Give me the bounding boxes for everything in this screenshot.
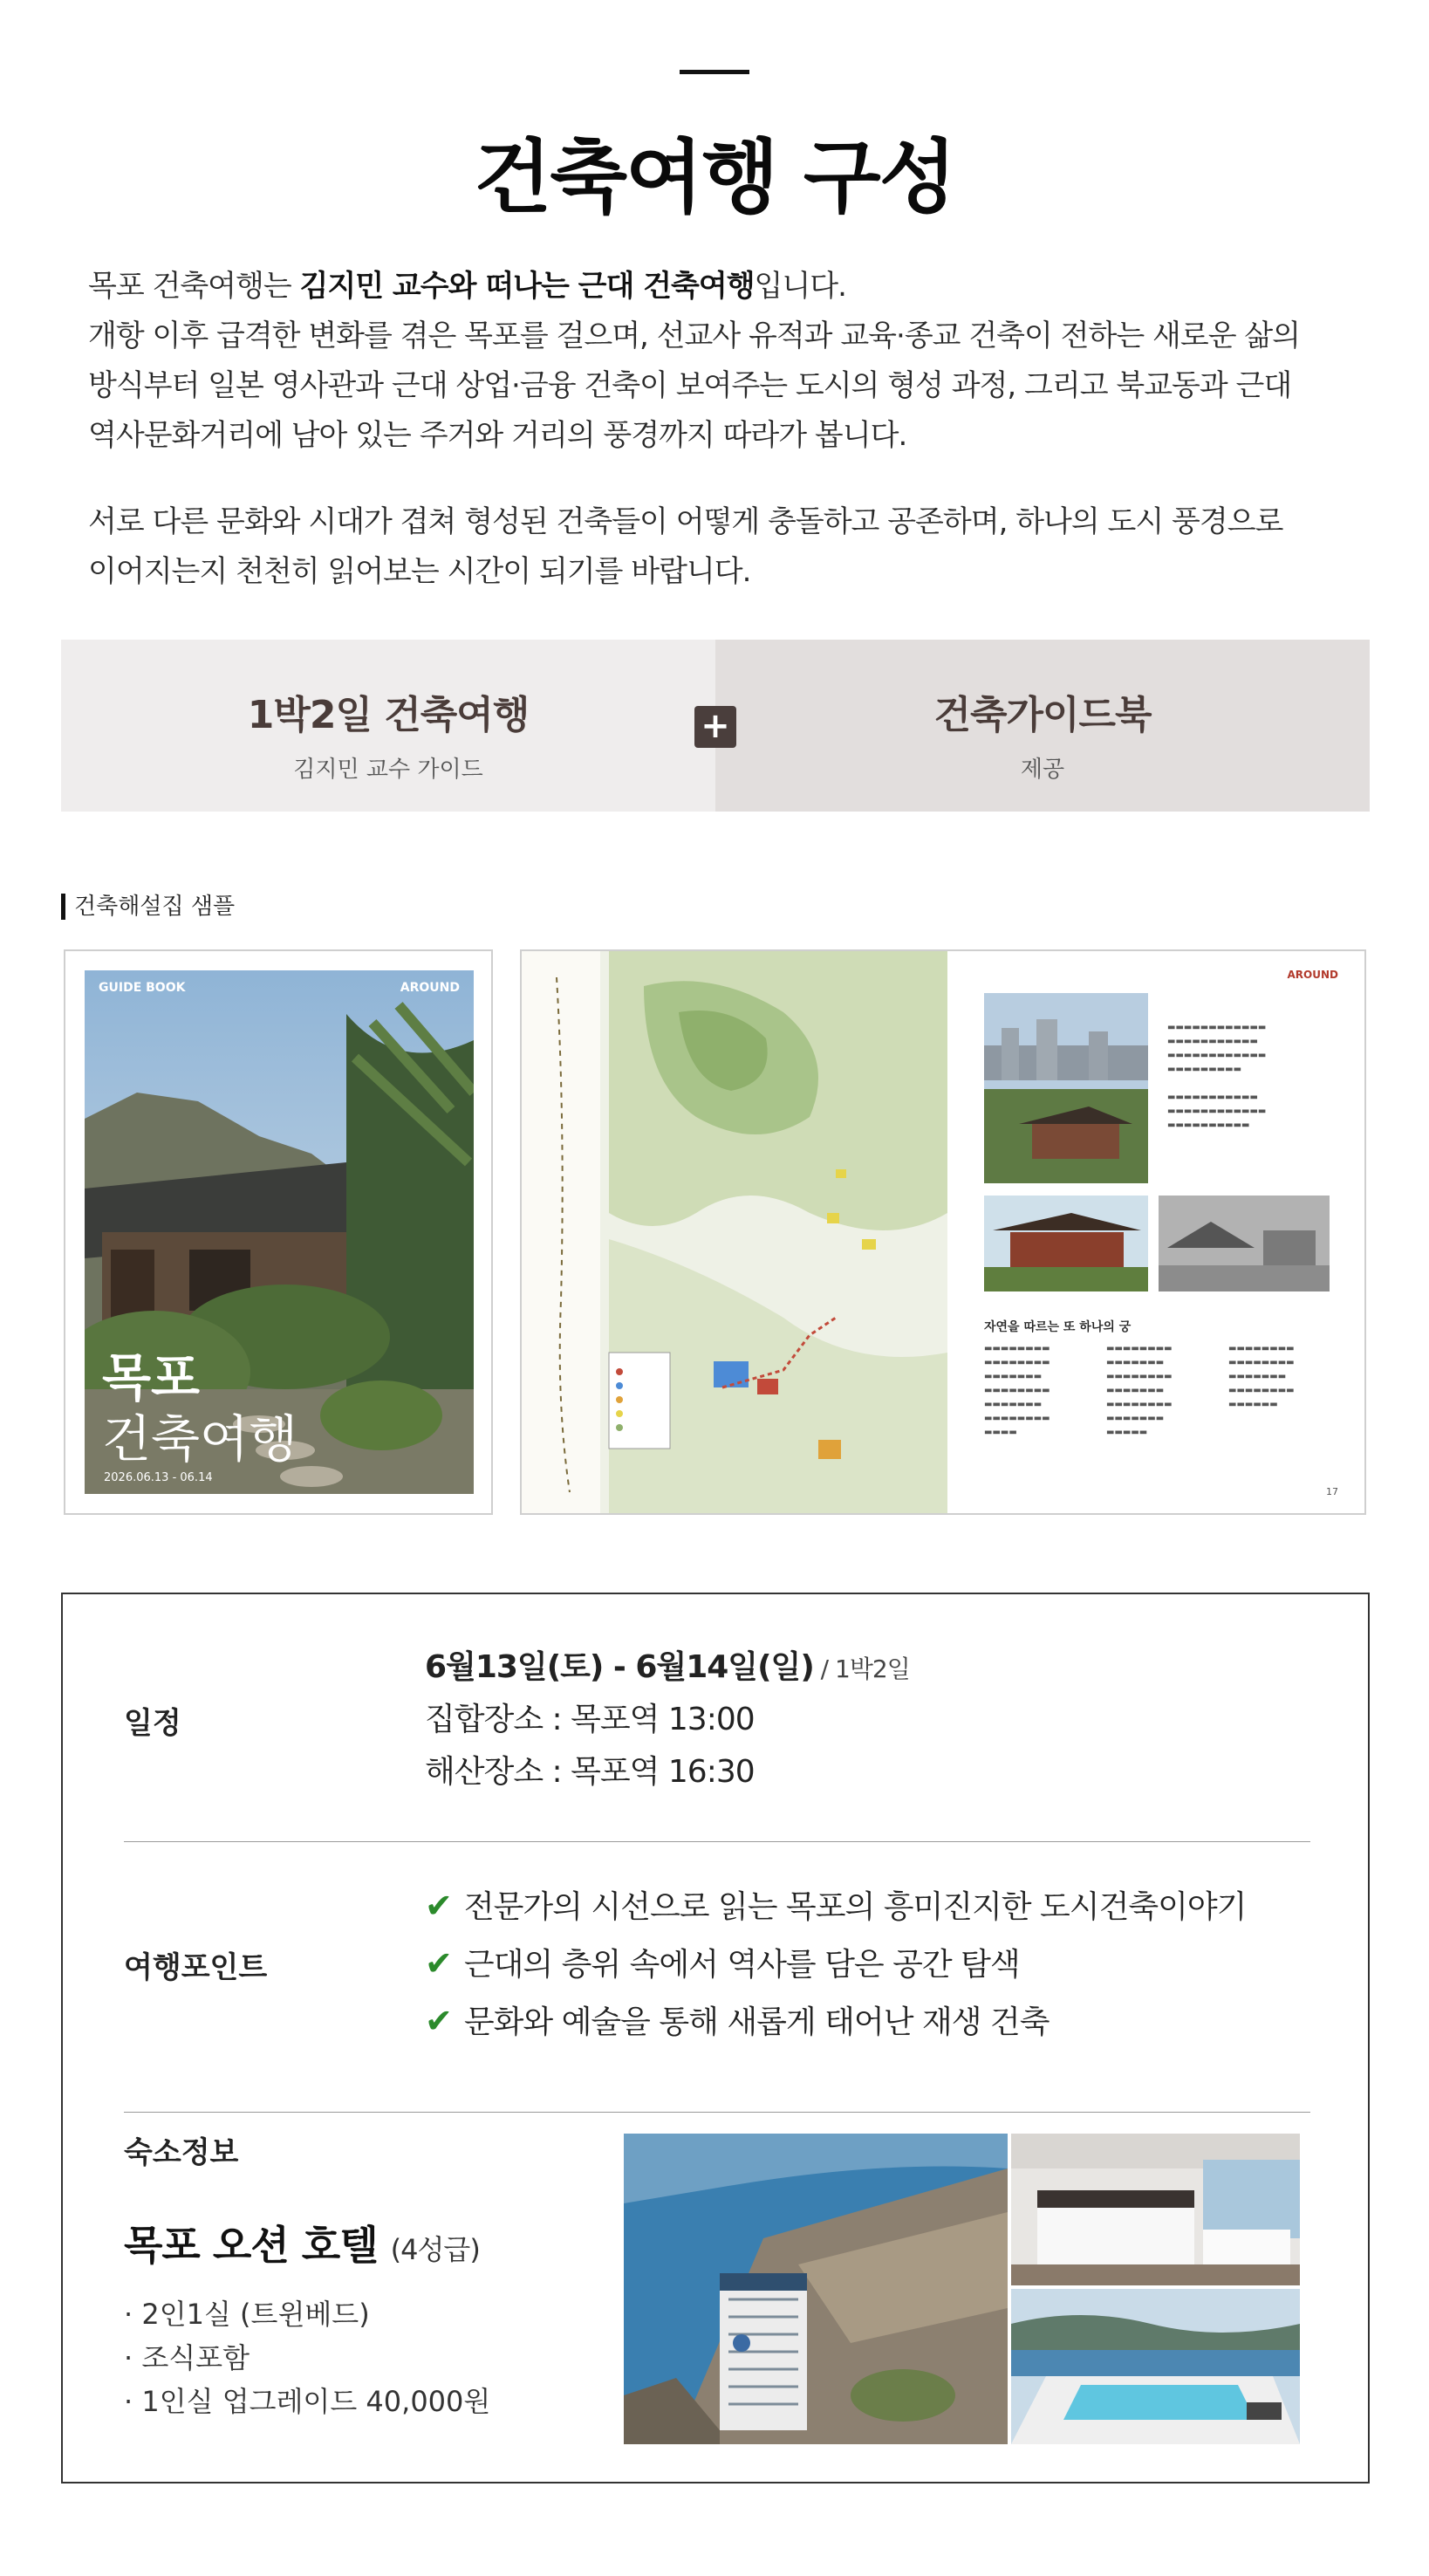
stay-item-3: · 1인실 업그레이드 40,000원 [124, 2385, 491, 2418]
cover-title-line-2: 건축여행 [102, 1409, 298, 1469]
trip-box [61, 640, 715, 812]
point-text-2: 근대의 층위 속에서 역사를 담은 공간 탐색 [463, 1947, 1020, 1983]
check-icon: ✔ [425, 1944, 452, 1983]
intro-paragraph-2 [88, 497, 1344, 597]
point-item-2 [425, 1940, 1020, 1984]
hotel-rooftop-pool-photo [1011, 2289, 1300, 2444]
plus-icon: + [694, 706, 736, 748]
meeting-place: 집합장소 : 목포역 13:00 [425, 1702, 755, 1737]
intro-p2-line-1: 서로 다른 문화와 시대가 겹쳐 형성된 건축들이 어떻게 충돌하고 공존하며, 하나의 도시 풍경으로 [88, 504, 1283, 539]
intro-line-3: 방식부터 일본 영사관과 근대 상업·금융 건축이 보여주는 도시의 형성 과정, 그리고 북교동과 근대 [88, 368, 1292, 403]
spread-page-number: 17 [1326, 1486, 1338, 1497]
spread-body-2: ▬▬▬▬▬▬▬▬ ▬▬▬▬▬▬▬▬ ▬▬▬▬▬▬▬ ▬▬▬▬▬▬▬▬ ▬▬▬▬▬▬▬ ▬▬▬▬▬▬▬▬ ▬▬▬▬ [984, 1344, 1050, 1437]
trip-subtitle: 김지민 교수 가이드 [293, 757, 483, 783]
intro-bold: 김지민 교수와 떠나는 근대 건축여행 [299, 269, 755, 304]
spread-body-1: ▬▬▬▬▬▬▬▬▬▬▬▬ ▬▬▬▬▬▬▬▬▬▬▬ ▬▬▬▬▬▬▬▬▬▬▬▬ ▬▬▬▬▬▬▬▬▬ ▬▬▬▬▬▬▬▬▬▬▬ ▬▬▬▬▬▬▬▬▬▬▬▬ ▬▬▬▬▬▬▬▬▬▬ [1167, 1023, 1267, 1130]
hotel-name [124, 2214, 480, 2271]
dismiss-place: 해산장소 : 목포역 16:30 [425, 1754, 755, 1790]
spread-body-3: ▬▬▬▬▬▬▬▬ ▬▬▬▬▬▬▬ ▬▬▬▬▬▬▬▬ ▬▬▬▬▬▬▬ ▬▬▬▬▬▬▬▬ ▬▬▬▬▬▬▬ ▬▬▬▬▬ [1106, 1344, 1173, 1437]
cover-date: 2026.06.13 - 06.14 [104, 1471, 213, 1484]
package-composition [61, 640, 1370, 812]
schedule-date: 6월13일(토) - 6월14일(일) [425, 1649, 814, 1685]
spread-photo-pavilion [984, 1196, 1148, 1291]
schedule-duration: / 1박2일 [813, 1655, 910, 1683]
intro-line-4: 역사문화거리에 남아 있는 주거와 거리의 풍경까지 따라가 봅니다. [88, 418, 907, 453]
spread-photo-historic [1159, 1196, 1330, 1291]
trip-title: 1박2일 건축여행 [247, 693, 530, 737]
divider-1 [124, 1841, 1310, 1842]
cover-title-line-1: 목포 [102, 1348, 201, 1408]
schedule-date-line [425, 1642, 910, 1687]
map-page [522, 951, 947, 1513]
intro-p2-line-2: 이어지는지 천천히 읽어보는 시간이 되기를 바랍니다. [88, 554, 751, 589]
hotel-grade: (4성급) [390, 2233, 480, 2266]
intro-text-b: 입니다. [754, 269, 846, 304]
divider-2 [124, 2112, 1310, 2113]
schedule-label: 일정 [124, 1706, 181, 1741]
text-page [949, 951, 1364, 1513]
stay-item-1: · 2인1실 (트윈베드) [124, 2298, 370, 2331]
stay-label: 숙소정보 [124, 2135, 239, 2170]
guidebook-spread-sample [520, 949, 1366, 1515]
hotel-name-text: 목포 오션 호텔 [124, 2222, 378, 2269]
hotel-aerial-photo [624, 2134, 1008, 2444]
stay-item-2: · 조식포함 [124, 2341, 250, 2374]
intro-paragraph-1 [88, 262, 1344, 461]
guidebook-cover-sample [64, 949, 493, 1515]
cover-text-layer [85, 970, 474, 1494]
guidebook-subtitle: 제공 [1020, 757, 1065, 783]
points-label: 여행포인트 [124, 1950, 268, 1985]
point-item-1 [425, 1882, 1246, 1927]
point-text-3: 문화와 예술을 통해 새롭게 태어난 재생 건축 [463, 2004, 1050, 2040]
page-title: 건축여행 구성 [474, 131, 955, 224]
spread-body-4: ▬▬▬▬▬▬▬▬ ▬▬▬▬▬▬▬▬ ▬▬▬▬▬▬▬ ▬▬▬▬▬▬▬▬ ▬▬▬▬▬▬ [1228, 1344, 1295, 1409]
guidebook-title: 건축가이드북 [933, 693, 1152, 737]
spread-brand-logo: AROUND [1287, 969, 1338, 981]
spread-photo-palace [984, 993, 1148, 1183]
spread-subheading: 자연을 따르는 또 하나의 궁 [984, 1320, 1132, 1334]
hotel-room-photo [1011, 2134, 1300, 2285]
guidebook-box [715, 640, 1370, 812]
point-text-1: 전문가의 시선으로 읽는 목포의 흥미진지한 도시건축이야기 [463, 1889, 1247, 1925]
intro-text-a: 목포 건축여행는 [88, 269, 300, 304]
check-icon: ✔ [425, 2002, 452, 2040]
cover-guidebook-label: GUIDE BOOK [99, 981, 186, 995]
cover-brand-logo: AROUND [400, 981, 460, 995]
check-icon: ✔ [425, 1887, 452, 1925]
sample-section-label: 건축해설집 샘플 [61, 894, 235, 920]
intro-line-2: 개항 이후 급격한 변화를 겪은 목포를 걸으며, 선교사 유적과 교육·종교 건축이 전하는 새로운 삶의 [88, 319, 1301, 353]
point-item-3 [425, 1997, 1049, 2042]
trip-info-box [61, 1593, 1370, 2484]
intro-text [88, 262, 1344, 634]
title-accent-bar [680, 70, 749, 74]
